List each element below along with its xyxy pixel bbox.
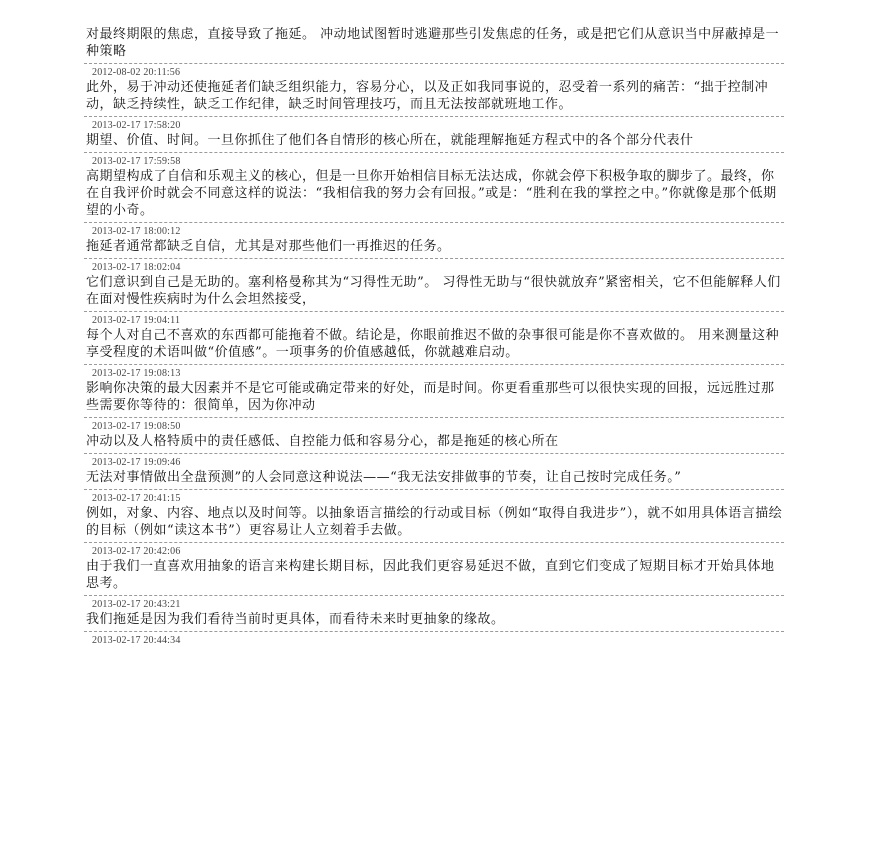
note-entry (84, 66, 784, 116)
note-text: 我们拖延是因为我们看待当前时更具体，而看待未来时更抽象的缘故。 (86, 612, 505, 627)
note-text: 由于我们一直喜欢用抽象的语言来构建长期目标，因此我们更容易延迟不做，直到它们变成了短期目标才开始具体地思考。 (86, 559, 775, 591)
note-timestamp: 2013-02-17 17:58:20 (92, 120, 181, 131)
divider (84, 453, 784, 454)
note-timestamp: 2013-02-17 20:41:15 (92, 493, 181, 504)
note-text: 拖延者通常都缺乏自信，尤其是对那些他们一再推迟的任务。 (86, 239, 451, 254)
note-timestamp: 2013-02-17 19:09:46 (92, 457, 181, 468)
divider (84, 364, 784, 365)
note-timestamp: 2013-02-17 19:08:13 (92, 368, 181, 379)
note-entry (84, 492, 784, 542)
divider (84, 595, 784, 596)
note-text: 冲动以及人格特质中的责任感低、自控能力低和容易分心，都是拖延的核心所在 (86, 434, 559, 449)
note-timestamp: 2013-02-17 20:43:21 (92, 599, 181, 610)
note-entry (84, 261, 784, 311)
note-entry (84, 225, 784, 258)
note-text: 影响你决策的最大因素并不是它可能或确定带来的好处，而是时间。你更看重那些可以很快实现的回报，远远胜过那些需要你等待的：很简单，因为你冲动 (86, 381, 775, 413)
divider (84, 222, 784, 223)
note-text: 此外，易于冲动还使拖延者们缺乏组织能力，容易分心，以及正如我同事说的，忍受着一系列的痛苦：“拙于控制冲动，缺乏持续性，缺乏工作纪律，缺乏时间管理技巧，而且无法按部就班地工作。 (86, 80, 769, 112)
note-entry (84, 598, 784, 631)
note-timestamp: 2013-02-17 20:44:34 (92, 635, 181, 646)
divider (84, 417, 784, 418)
note-entry (84, 456, 784, 489)
note-timestamp: 2013-02-17 18:02:04 (92, 262, 181, 273)
note-entry (84, 155, 784, 222)
divider (84, 116, 784, 117)
note-text: 高期望构成了自信和乐观主义的核心，但是一旦你开始相信目标无法达成，你就会停下积极争取的脚步了。最终，你在自我评价时就会不同意这样的说法：“我相信我的努力会有回报。”或是：“胜利在我的掌控之中。”你就像是那个低期望的小奇。 (86, 169, 777, 218)
note-text: 对最终期限的焦虑，直接导致了拖延。 冲动地试图暂时逃避那些引发焦虑的任务，或是把它们从意识当中屏蔽掉是一种策略 (86, 27, 780, 59)
note-text: 期望、价值、时间。一旦你抓住了他们各自情形的核心所在，就能理解拖延方程式中的各个部分代表什 (86, 133, 694, 148)
note-entry (84, 545, 784, 595)
note-entry (84, 314, 784, 364)
divider (84, 489, 784, 490)
note-text: 无法对事情做出全盘预测”的人会同意这种说法——“我无法安排做事的节奏，让自己按时完成任务。” (86, 470, 682, 485)
note-timestamp: 2013-02-17 17:59:58 (92, 156, 181, 167)
note-text: 每个人对自己不喜欢的东西都可能拖着不做。结论是，你眼前推迟不做的杂事很可能是你不喜欢做的。 用来测量这种享受程度的术语叫做“价值感”。一项事务的价值感越低，你就越难启动。 (86, 328, 780, 360)
note-timestamp: 2012-08-02 20:11:56 (92, 67, 181, 78)
note-timestamp: 2013-02-17 20:42:06 (92, 546, 181, 557)
note-entry (84, 26, 784, 63)
note-timestamp: 2013-02-17 18:00:12 (92, 226, 181, 237)
divider (84, 258, 784, 259)
divider (84, 311, 784, 312)
note-timestamp: 2013-02-17 19:08:50 (92, 421, 181, 432)
note-text: 它们意识到自己是无助的。塞利格曼称其为“习得性无助”。 习得性无助与“很快就放弃”紧密相关，它不但能解释人们在面对慢性疾病时为什么会坦然接受， (86, 275, 781, 307)
notes-page (84, 26, 784, 647)
divider (84, 63, 784, 64)
divider (84, 542, 784, 543)
note-entry (84, 634, 784, 647)
note-entry (84, 420, 784, 453)
note-text: 例如，对象、内容、地点以及时间等。以抽象语言描绘的行动或目标（例如“取得自我进步”），就不如用具体语言描绘的目标（例如“读这本书”）更容易让人立刻着手去做。 (86, 506, 783, 538)
divider (84, 152, 784, 153)
note-entry (84, 367, 784, 417)
note-timestamp: 2013-02-17 19:04:11 (92, 315, 181, 326)
note-entry (84, 119, 784, 152)
divider (84, 631, 784, 632)
